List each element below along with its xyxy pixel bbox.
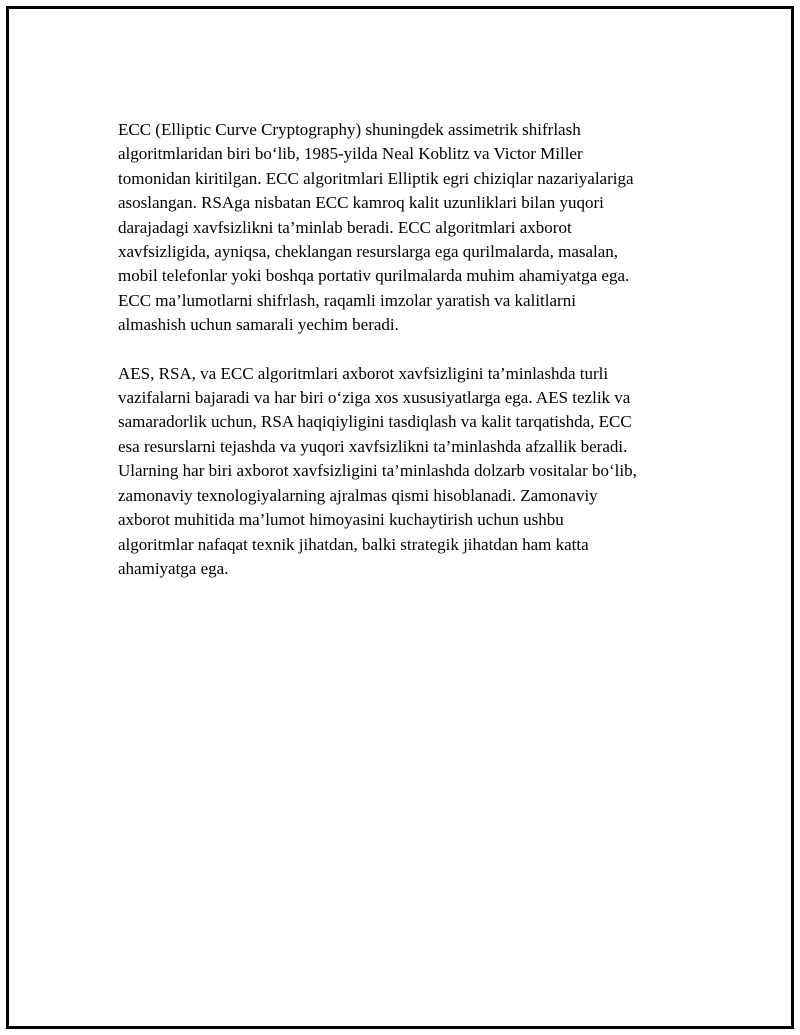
text-line: algoritmlaridan biri bo‘lib, 1985-yilda Neal Koblitz va Victor Miller (118, 144, 583, 164)
text-line: xavfsizligida, ayniqsa, cheklangan resurslarga ega qurilmalarda, masalan, (118, 242, 619, 262)
paragraph-ecc (118, 118, 688, 338)
text-line: ECC (Elliptic Curve Cryptography) shuningdek assimetrik shifrlash (118, 120, 581, 139)
text-line: vazifalarni bajaradi va har biri o‘ziga xos xususiyatlarga ega. AES tezlik va (118, 388, 631, 408)
text-line: ECC ma’lumotlarni shifrlash, raqamli imzolar yaratish va kalitlarni (118, 290, 576, 310)
text-line: darajadagi xavfsizlikni ta’minlab beradi. ECC algoritmlari axborot (118, 217, 572, 237)
text-line: zamonaviy texnologiyalarning ajralmas qismi hisoblanadi. Zamonaviy (118, 485, 598, 505)
text-line: AES, RSA, va ECC algoritmlari axborot xavfsizligini ta’minlashda turli (118, 363, 609, 383)
text-line: asoslangan. RSAga nisbatan ECC kamroq kalit uzunliklari bilan yuqori (118, 193, 604, 213)
text-line: esa resurslarni tejashda va yuqori xavfsizlikni ta’minlashda afzallik beradi. (118, 436, 628, 456)
text-line: mobil telefonlar yoki boshqa portativ qurilmalarda muhim ahamiyatga ega. (118, 266, 630, 286)
text-line: ahamiyatga ega. (118, 558, 229, 578)
document-body (118, 118, 688, 581)
text-line: almashish uchun samarali yechim beradi. (118, 315, 399, 335)
text-line: axborot muhitida ma’lumot himoyasini kuchaytirish uchun ushbu (118, 510, 564, 530)
text-line: samaradorlik uchun, RSA haqiqiyligini tasdiqlash va kalit tarqatishda, ECC (118, 412, 632, 432)
text-line: algoritmlar nafaqat texnik jihatdan, balki strategik jihatdan ham katta (118, 534, 589, 554)
text-line: tomonidan kiritilgan. ECC algoritmlari Elliptik egri chiziqlar nazariyalariga (118, 168, 634, 188)
paragraph-summary (118, 362, 688, 582)
text-line: Ularning har biri axborot xavfsizligini ta’minlashda dolzarb vositalar bo‘lib, (118, 461, 637, 481)
